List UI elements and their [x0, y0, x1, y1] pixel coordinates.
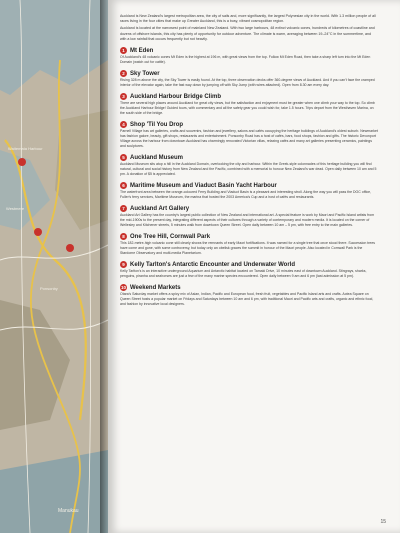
entry-mt-eden	[120, 47, 378, 65]
page-number: 15	[380, 519, 386, 525]
map-edge-label: Manukau	[58, 508, 79, 514]
entry-shopping	[120, 121, 378, 149]
intro	[120, 14, 378, 42]
entry-title: Weekend Markets	[130, 284, 181, 291]
article	[120, 14, 378, 307]
entry-title: Auckland Art Gallery	[130, 205, 190, 212]
entry-one-tree-hill	[120, 233, 378, 256]
entry-number-badge: 6	[120, 182, 127, 189]
map-label: Waitemata Harbour	[8, 146, 43, 151]
entry-body: Of Auckland's 48 volcanic cones Mt Eden is the highest at 196 m, with great views from the top. Follow Mt Eden Road, then take a sharp left turn into the Mt Eden Domain (watch out for cattle).	[120, 55, 371, 65]
intro-paragraph: Auckland is located at the narrowest point of mainland New Zealand. With two large harbours, 48 extinct volcanic cones, hundreds of kilometres of coastline and dozens of offshore islands, this city has plenty of opportunity for outdoor adventure. The climate is warm, averaging between 19–24°C in the summertime, and with a low rainfall that occurs frequently but not heavily.	[120, 26, 375, 41]
entry-number-badge: 2	[120, 70, 127, 77]
entry-title: One Tree Hill, Cornwall Park	[130, 233, 211, 240]
entry-number-badge: 7	[120, 205, 127, 212]
entry-harbour-bridge	[120, 93, 378, 116]
entry-title: Maritime Museum and Viaduct Basin Yacht Harbour	[130, 182, 277, 189]
entry-kelly-tarltons	[120, 261, 378, 279]
intro-paragraph: Auckland is New Zealand's largest metropolitan area, the city of sails and, more significantly, the largest Polynesian city in the world. With 1.3 million people of all races living in the four cities that make up Greater Auckland, this is a busy, vibrant cosmopolitan region.	[120, 14, 376, 24]
entry-title: Auckland Harbour Bridge Climb	[130, 93, 222, 100]
entry-art-gallery	[120, 205, 378, 228]
entry-body: The waterfront area between the orange-coloured Ferry Building and Viaduct Basin is a pleasant and interesting stroll. Along the way you will pass the DOC office, Fuller's ferry services, Maritime Museum, the marina that hosted the 2003 America's Cup and a host of cafés and restaurants.	[120, 190, 372, 200]
entry-title: Shop 'Til You Drop	[130, 121, 184, 128]
entry-title: Sky Tower	[130, 70, 160, 77]
entry-body: Rising 328 m above the city, the Sky Tower is easily found. At the top, three observation decks offer 360-degree views of Auckland. And if you can't face the cramped interior of the elevator again, take the fast way down by jumping off with Sky Jump (with wires attached). Open from 8.30 am every day.	[120, 78, 375, 88]
entry-body: Auckland Art Gallery has the country's largest public collection of New Zealand and international art. A special feature is work by Maori and Pacific Island artists from the mid-1900s to the present day, integrating different aspects of their cultures through a variety of contemporary and modern media. It is located on the corner of Wellesley and Kitchener streets, 5 minutes walk from downtown Queen Street. Open daily between 10 am – 5 pm, with free entry to the main galleries.	[120, 213, 375, 228]
entry-body: Auckland Museum sits atop a hill in the Auckland Domain, overlooking the city and harbour. Within the Greek-style colonnades of this heritage building you will find natural, cultural and social history from New Zealand and the Pacific, combined with a memorial to honour New Zealand's war dead. Open daily between 10 am and 5 pm. A donation of $5 is appreciated.	[120, 162, 377, 177]
entry-body: Kelly Tarlton's is an interactive underground Aquarium and Antarctic habitat located on Tamaki Drive, 10 minutes east of downtown Auckland. Stingrays, sharks, penguins, piranha and seahorses are just a few of the many marine species encountered. Open daily between 9 am and 6 pm (last admission at 5 pm).	[120, 269, 367, 279]
entry-number-badge: 9	[120, 261, 127, 268]
text-page	[108, 0, 400, 533]
entry-number-badge: 4	[120, 121, 127, 128]
entry-auckland-museum	[120, 154, 378, 177]
entry-number-badge: 3	[120, 93, 127, 100]
entry-title: Mt Eden	[130, 47, 154, 54]
entry-number-badge: 5	[120, 154, 127, 161]
map-page	[0, 0, 108, 533]
entry-body: Parnell Village has art galleries, crafts and souvenirs, fashion and jewellery, salons and cafés occupying the heritage buildings of Auckland's oldest suburb. Newmarket has fashion galore, beauty, gift shops, restaurants and entertainment. Ponsonby Road has a host of cafés, bars, food shops, fashion and gifts. The historic Devonport Village across the harbour from downtown Auckland has charmingly renovated Victorian villas, relaxing cafés and many art galleries presenting ceramics, paintings and sculptures.	[120, 129, 378, 149]
entry-body: This 182-metre-high volcanic cone still clearly shows the remnants of early Maori fortifications. It was named for a single tree that once stood there. Succession trees have come and gone, with some controversy, but today only an obelisk graces the summit in honour of the Maori people. Also located in Cornwall Park is the Stardome Observatory and multi-media Planetarium.	[120, 241, 376, 256]
map-label: Ponsonby	[40, 286, 58, 291]
entry-weekend-markets	[120, 284, 378, 307]
entry-number-badge: 10	[120, 285, 126, 291]
city-map	[0, 0, 108, 533]
entry-number-badge: 8	[120, 233, 127, 240]
entry-sky-tower	[120, 70, 378, 88]
entry-number-badge: 1	[120, 47, 127, 54]
entry-title: Kelly Tarlton's Antarctic Encounter and Underwater World	[130, 261, 296, 268]
map-label: Westmere	[6, 206, 25, 211]
entry-title: Auckland Museum	[130, 154, 184, 161]
entry-body: There are several high places around Auckland for great city views, but the satisfaction and enjoyment must be greater when one climb your way to the top. So climb the Auckland Harbour Bridge! Guided tours, with commentary and all the safety gear you could wish for, take 1.5 hours. Trips depart from the Westhaven Marina, on the south side of the bridge.	[120, 101, 375, 116]
entry-maritime-museum	[120, 182, 378, 200]
entry-body: Otara's Saturday market offers a spicy mix of Asian, Indian, Pacific and European food, fresh fruit, vegetables and Pacific Island arts and crafts. Aotea Square on Queen Street hosts a popular market on Fridays and Saturdays between 10 am and 6 pm, with traditional Maori and Pacific arts and crafts, organic and ethnic food, and fashion by innovative local designers.	[120, 292, 374, 307]
